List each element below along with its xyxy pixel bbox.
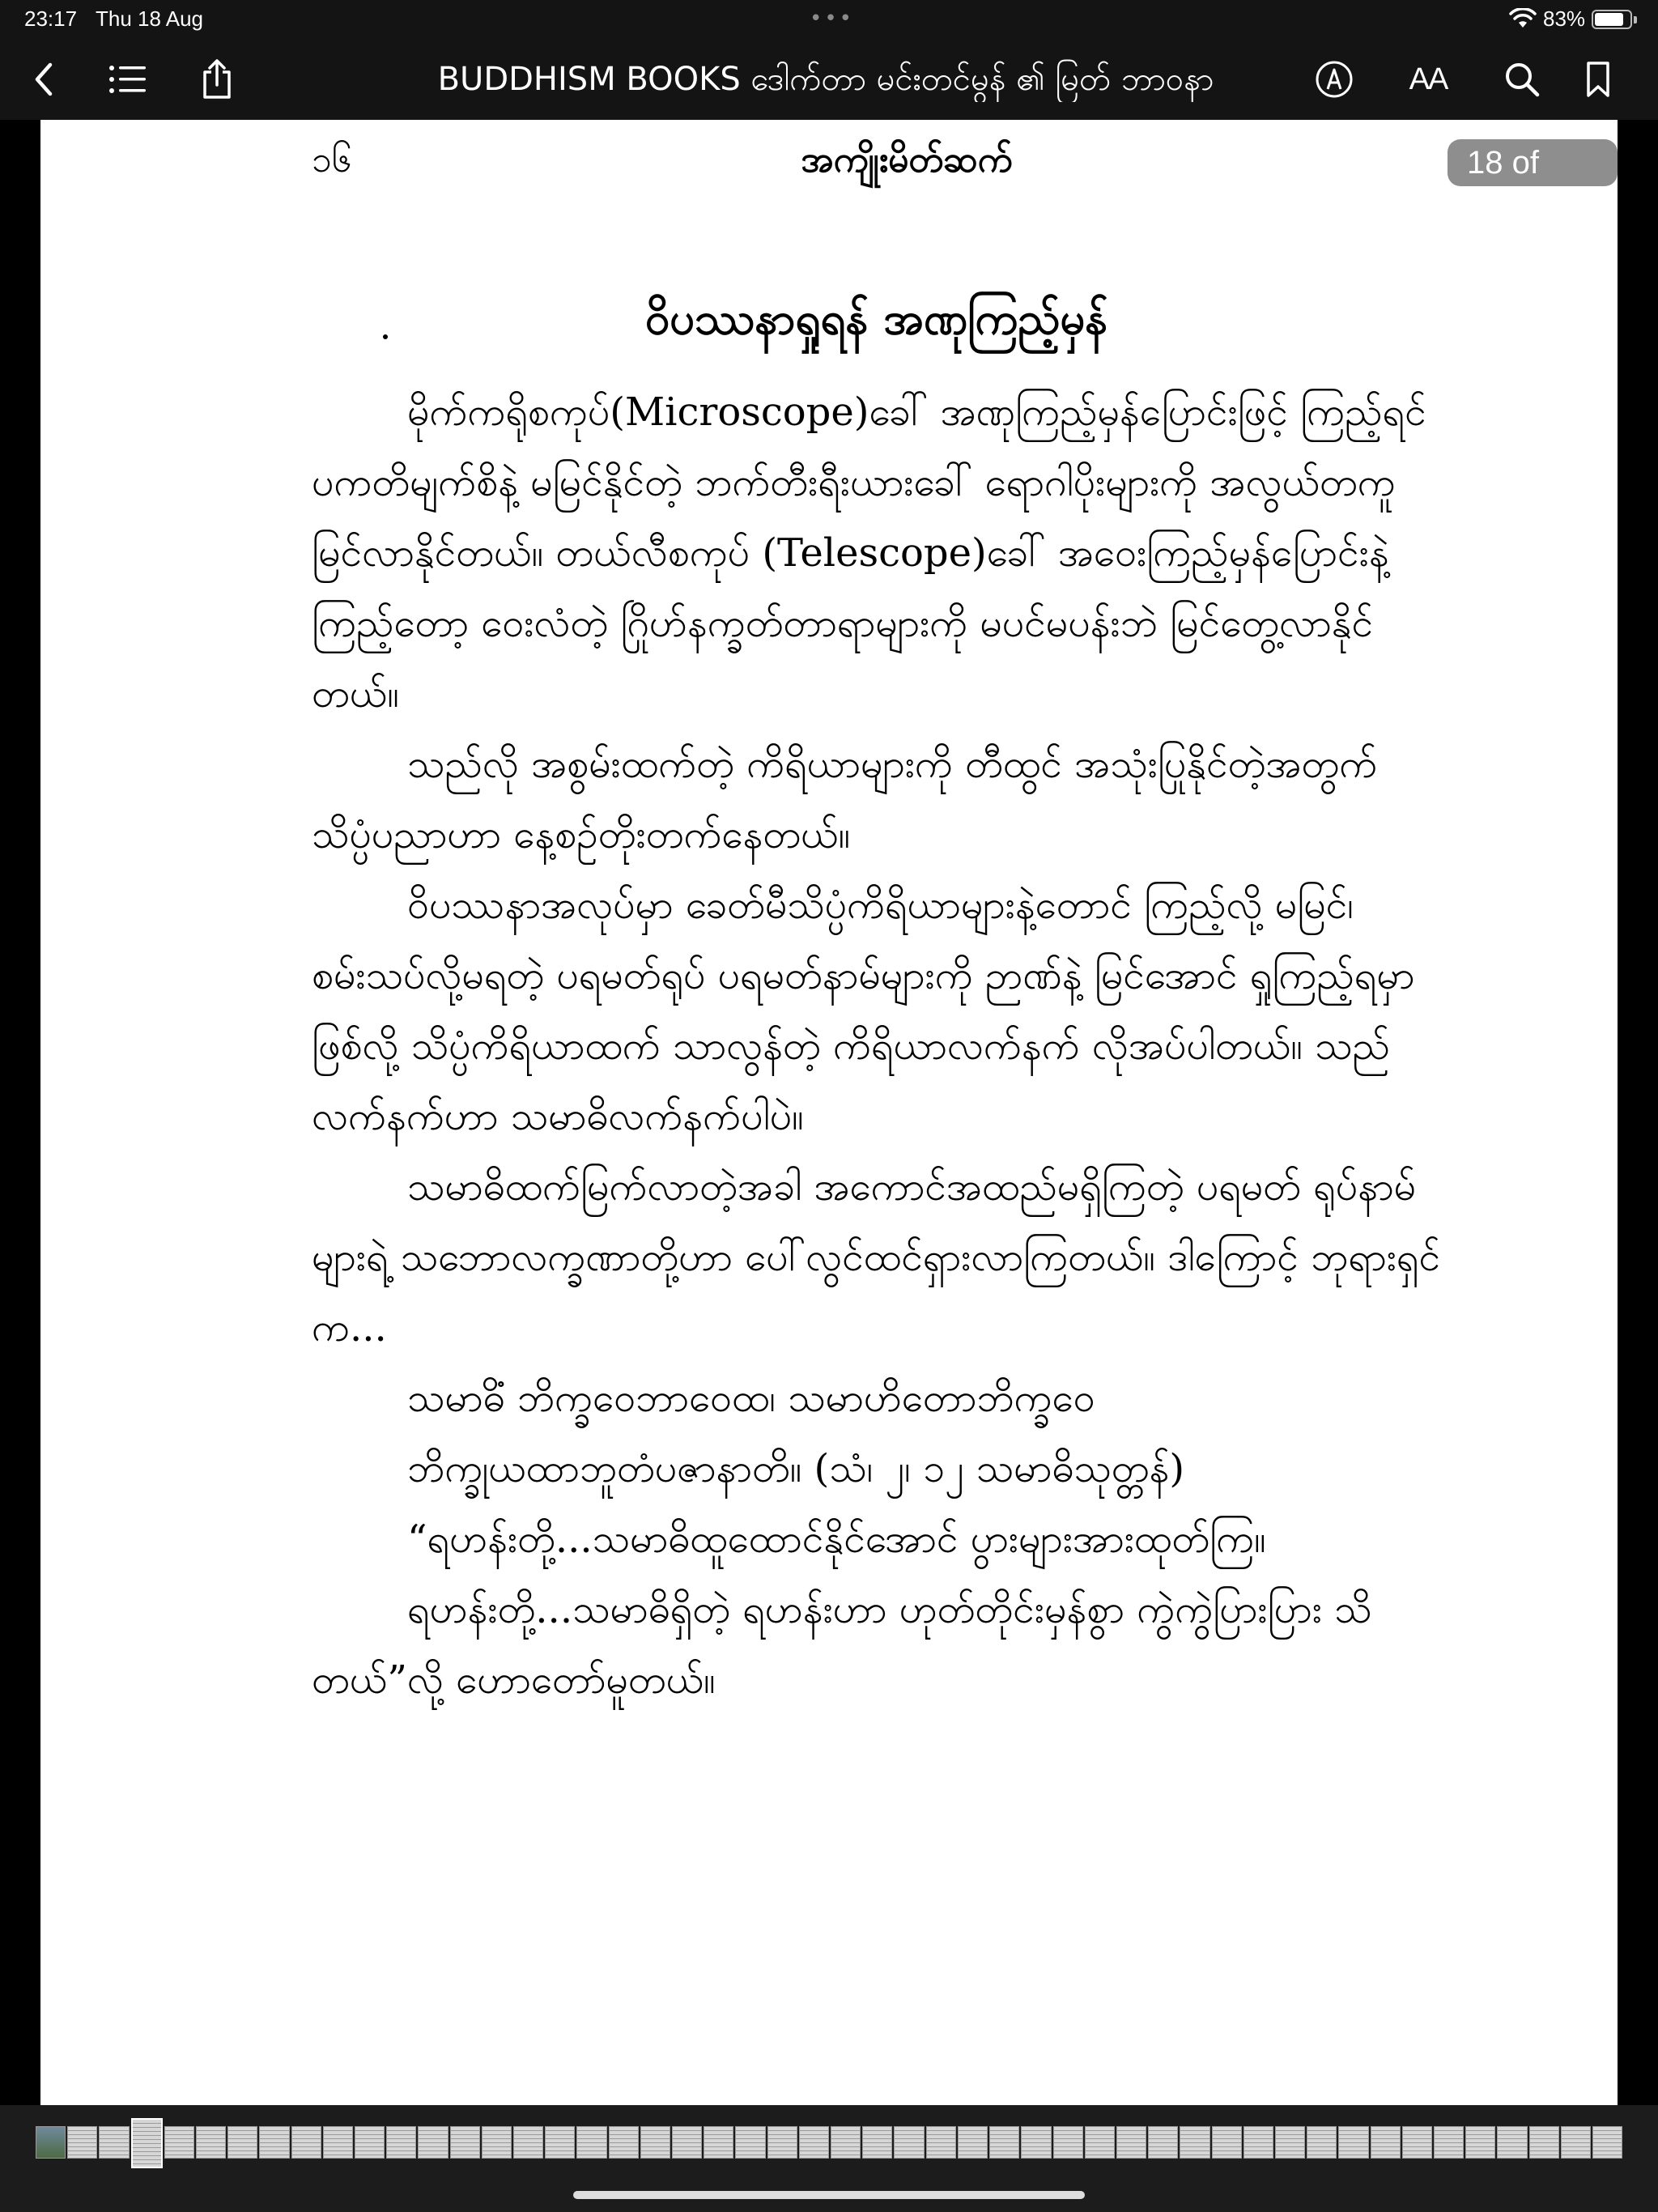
page-thumbnail[interactable] <box>196 2126 226 2159</box>
page-thumbnail[interactable] <box>1053 2126 1083 2159</box>
page-thumbnail[interactable] <box>1180 2126 1209 2159</box>
running-head: အကျိုးမိတ်ဆက် <box>801 139 1013 181</box>
thumbnail-list[interactable] <box>36 2126 1622 2162</box>
page-counter-badge: 18 of 250 <box>1448 139 1618 186</box>
page-thumbnail[interactable] <box>1338 2126 1368 2159</box>
page-thumbnail[interactable] <box>418 2126 448 2159</box>
page-thumbnail[interactable] <box>482 2126 512 2159</box>
page-thumbnail[interactable] <box>1592 2126 1622 2159</box>
page-thumbnail[interactable] <box>609 2126 639 2159</box>
page-thumbnail[interactable] <box>799 2126 829 2159</box>
paragraph: သမာဓိထက်မြက်လာတဲ့အခါ အကောင်အထည်မရှိကြတဲ့ ပရမတ် ရုပ်နာမ်များရဲ့ သဘောလက္ခဏာတို့ဟာ ပေါ်လွင်ထင်ရှားလာကြတယ်။ ဒါကြောင့် ဘုရားရှင်က... <box>312 1164 1441 1351</box>
page-thumbnail[interactable] <box>1275 2126 1305 2159</box>
page-thumbnail[interactable] <box>1244 2126 1273 2159</box>
paragraph: မိုက်ကရိုစကုပ်(Microscope)ခေါ် အဏုကြည့်မှန်ပြောင်းဖြင့် ကြည့်ရင် ပကတိမျက်စိနဲ့ မမြင်နိုင်တဲ့ ဘက်တီးရီးယားခေါ် ရောဂါပိုးများကို အလွယ်တကူ မြင်လာနိုင်တယ်။ တယ်လီစကုပ် (Telescope)ခေါ် အဝေးကြည့်မှန်ပြောင်းနဲ့ ကြည့်တော့ ဝေးလံတဲ့ ဂြိုဟ်နက္ခတ်တာရာများကို မပင်မပန်းဘဲ မြင်တွေ့လာနိုင်တယ်။ <box>312 389 1426 717</box>
page-thumbnail[interactable] <box>1212 2126 1242 2159</box>
page-thumbnail[interactable] <box>164 2126 194 2159</box>
page-thumbnail[interactable] <box>1402 2126 1432 2159</box>
page-thumbnail[interactable] <box>1465 2126 1495 2159</box>
share-icon[interactable] <box>191 53 243 105</box>
page-thumbnail[interactable] <box>513 2126 543 2159</box>
page-thumbnail[interactable] <box>1371 2126 1401 2159</box>
page-thumbnail[interactable] <box>1434 2126 1464 2159</box>
page-thumbnail[interactable] <box>1561 2126 1591 2159</box>
body-text <box>312 377 1441 1716</box>
page-thumbnail[interactable] <box>545 2126 575 2159</box>
page-thumbnail[interactable] <box>291 2126 321 2159</box>
battery-icon <box>1592 10 1632 29</box>
page-thumbnail[interactable] <box>640 2126 670 2159</box>
page-thumbnail[interactable] <box>1529 2126 1559 2159</box>
text-size-button[interactable] <box>1402 53 1454 105</box>
paragraph: သည်လို အစွမ်းထက်တဲ့ ကိရိယာများကို တီထွင် အသုံးပြုနိုင်တဲ့အတွက် သိပ္ပံပညာဟာ နေ့စဉ်တိုးတက်နေတယ်။ <box>312 742 1378 857</box>
page-thumbnail[interactable] <box>1148 2126 1178 2159</box>
page-thumbnail[interactable] <box>862 2126 892 2159</box>
paragraph: “ရဟန်းတို့...သမာဓိထူထောင်နိုင်အောင် ပွားများအားထုတ်ကြ။ <box>407 1516 1266 1562</box>
battery-percent: 83% <box>1543 6 1586 31</box>
page-thumbnail[interactable] <box>355 2126 385 2159</box>
battery-level <box>1595 13 1623 26</box>
section-heading: ဝိပဿနာရှုရန် အဏုကြည့်မှန် <box>644 292 1108 344</box>
page-thumbnail[interactable] <box>672 2126 702 2159</box>
page-number: ၁၆ <box>312 139 352 181</box>
page-thumbnail[interactable] <box>67 2126 97 2159</box>
page-thumbnail[interactable] <box>958 2126 988 2159</box>
book-page[interactable] <box>40 120 1618 2105</box>
page-thumbnail[interactable] <box>1021 2126 1051 2159</box>
wifi-icon <box>1509 8 1537 32</box>
page-thumbnail[interactable] <box>989 2126 1019 2159</box>
status-time: 23:17 <box>24 6 78 31</box>
page-thumbnail[interactable] <box>227 2126 257 2159</box>
multitasking-dots-icon[interactable]: ••• <box>810 6 855 31</box>
pali-verse-line: သမာဓိံ ဘိက္ခဝေဘာဝေထ၊ သမာဟိတောဘိက္ခဝေ <box>407 1376 1095 1421</box>
page-thumbnail[interactable] <box>36 2126 66 2159</box>
status-date: Thu 18 Aug <box>96 6 203 31</box>
home-indicator[interactable] <box>573 2191 1085 2199</box>
page-thumbnail[interactable] <box>735 2126 765 2159</box>
page-thumbnail[interactable] <box>259 2126 289 2159</box>
status-bar <box>0 0 1658 39</box>
bookmark-icon[interactable] <box>1572 53 1624 105</box>
page-thumbnail[interactable] <box>926 2126 956 2159</box>
page-thumbnail[interactable] <box>386 2126 416 2159</box>
page-thumbnail[interactable] <box>1307 2126 1337 2159</box>
page-thumbnail[interactable] <box>767 2126 797 2159</box>
page-thumbnail[interactable] <box>576 2126 606 2159</box>
battery-cap <box>1634 16 1637 23</box>
pali-verse-line: ဘိက္ခုယထာဘူတံပဇာနာတိ။ (သံ၊ ၂၊ ၁၂ သမာဓိသုတ္တန်) <box>407 1446 1185 1491</box>
paragraph: ဝိပဿနာအလုပ်မှာ ခေတ်မီသိပ္ပံကိရိယာများနဲ့တောင် ကြည့်လို့ မမြင်၊ စမ်းသပ်လို့မရတဲ့ ပရမတ်ရုပ် ပရမတ်နာမ်များကို ဉာဏ်နဲ့ မြင်အောင် ရှုကြည့်ရမှာဖြစ်လို့ သိပ္ပံကိရိယာထက် သာလွန်တဲ့ ကိရိယာလက်နက် လိုအပ်ပါတယ်။ သည်လက်နက်ဟာ သမာဓိလက်နက်ပါပဲ။ <box>312 883 1415 1139</box>
page-thumbnail[interactable] <box>1497 2126 1527 2159</box>
search-icon[interactable] <box>1496 53 1548 105</box>
page-thumbnail[interactable] <box>894 2126 924 2159</box>
page-thumbnail[interactable] <box>704 2126 733 2159</box>
page-thumbnail[interactable] <box>1116 2126 1146 2159</box>
page-thumbnail[interactable] <box>1085 2126 1115 2159</box>
reader-toolbar <box>0 39 1658 120</box>
page-thumbnail[interactable] <box>323 2126 353 2159</box>
page-thumbnail[interactable] <box>99 2126 129 2159</box>
markup-pen-icon[interactable] <box>1308 53 1360 105</box>
page-thumbnail-current[interactable] <box>131 2118 163 2168</box>
back-chevron-icon[interactable] <box>18 53 70 105</box>
page-thumbnail[interactable] <box>831 2126 861 2159</box>
paragraph: ရဟန်းတို့...သမာဓိရှိတဲ့ ရဟန်းဟာ ဟုတ်တိုင်းမှန်စွာ ကွဲကွဲပြားပြား သိတယ်”လို့ ဟောတော်မူတယ်။ <box>312 1587 1372 1703</box>
book-title: BUDDHISM BOOKS ဒေါက်တာ မင်းတင်မွန် ၏ မြတ် ဘာဝနာ <box>437 61 1214 98</box>
table-of-contents-icon[interactable] <box>102 53 154 105</box>
text-size-label: AA <box>1409 62 1448 96</box>
page-thumbnail[interactable] <box>450 2126 480 2159</box>
